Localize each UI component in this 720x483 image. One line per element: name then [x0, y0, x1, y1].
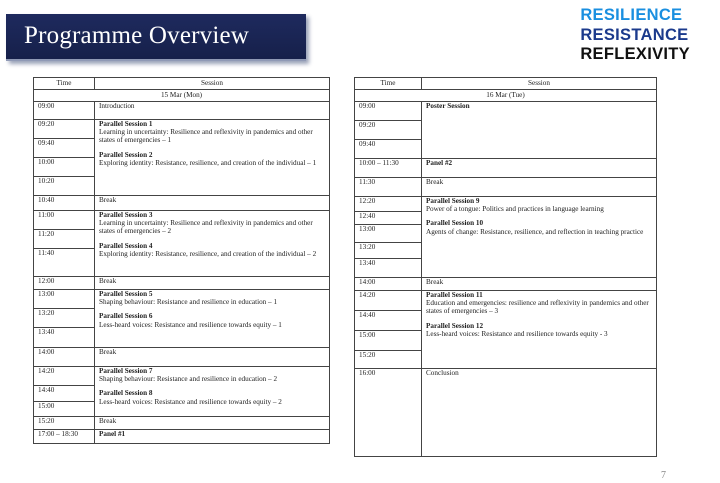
- time-cell: 10:40: [34, 196, 95, 211]
- time-cell: 09:00: [355, 102, 422, 121]
- session-title: Parallel Session 12: [426, 321, 484, 330]
- time-cell: 15:20: [355, 351, 422, 369]
- session-block-ps11-ps12: [422, 291, 657, 369]
- session-block-ps5-ps6: [95, 290, 330, 348]
- session-header: Session: [422, 78, 657, 90]
- time-cell: 16:00: [355, 369, 422, 457]
- poster-session-cell: [422, 102, 657, 159]
- time-cell: 13:00: [355, 225, 422, 243]
- session-desc: Education and emergencies: resilience and reflexivity in pandemics and other states of emergencies – 3: [426, 299, 649, 316]
- time-cell: 15:00: [34, 402, 95, 417]
- break-cell: Break: [95, 417, 330, 430]
- time-cell: 10:20: [34, 177, 95, 196]
- time-cell: 13:40: [355, 259, 422, 278]
- session-desc: Shaping behaviour: Resistance and resilience in education – 2: [99, 375, 278, 384]
- session-desc: Less-heard voices: Resistance and resilience towards equity – 2: [99, 397, 282, 406]
- panel-title: Panel #1: [99, 430, 126, 438]
- time-cell: 13:20: [34, 309, 95, 328]
- panel-title: Panel #2: [426, 159, 453, 167]
- time-cell: 09:40: [34, 139, 95, 158]
- time-cell: 14:40: [355, 311, 422, 331]
- time-cell: 11:40: [34, 249, 95, 277]
- page-title: Programme Overview: [24, 22, 250, 49]
- session-desc: Learning in uncertainty: Resilience and reflexivity in pandemics and other states of emergencies – 1: [99, 128, 313, 145]
- session-title: Parallel Session 2: [99, 150, 153, 159]
- time-cell: 11:30: [355, 178, 422, 197]
- session-desc: Less-heard voices: Resistance and resilience towards equity – 1: [99, 320, 282, 329]
- time-cell: 09:40: [355, 140, 422, 159]
- title-banner: [6, 14, 306, 61]
- conclusion-cell: Conclusion: [422, 369, 657, 457]
- time-cell: 11:00: [34, 211, 95, 230]
- session-title: Parallel Session 4: [99, 241, 153, 250]
- time-cell: 12:20: [355, 197, 422, 212]
- session-title: Parallel Session 1: [99, 120, 153, 128]
- brand-line-resilience: RESILIENCE: [580, 6, 683, 24]
- panel-cell: [95, 430, 330, 444]
- time-cell: 14:00: [34, 348, 95, 367]
- session-title: Parallel Session 7: [99, 367, 153, 375]
- time-cell: 17:00 – 18:30: [34, 430, 95, 444]
- day2-date: 16 Mar (Tue): [355, 90, 657, 102]
- time-cell: 12:00: [34, 277, 95, 290]
- time-cell: 11:20: [34, 230, 95, 249]
- session-title: Parallel Session 10: [426, 219, 484, 228]
- session-desc: Exploring identity: Resistance, resilience, and creation of the individual – 2: [99, 249, 317, 258]
- day2-schedule-table: [354, 77, 657, 457]
- session-block-ps3-ps4: [95, 211, 330, 277]
- time-header: Time: [34, 78, 95, 90]
- session-title: Parallel Session 9: [426, 197, 480, 205]
- break-cell: Break: [95, 277, 330, 290]
- session-title: Poster Session: [426, 102, 470, 110]
- time-cell: 14:40: [34, 386, 95, 402]
- session-title: Parallel Session 8: [99, 389, 153, 398]
- time-cell: 15:20: [34, 417, 95, 430]
- session-desc: Learning in uncertainty: Resilience and reflexivity in pandemics and other states of emergencies – 2: [99, 219, 313, 236]
- page-number: 7: [661, 470, 666, 481]
- time-cell: 12:40: [355, 212, 422, 225]
- session-desc: Shaping behaviour: Resistance and resilience in education – 1: [99, 298, 278, 307]
- time-cell: 14:20: [34, 367, 95, 386]
- session-title: Parallel Session 3: [99, 211, 153, 219]
- session-title: Parallel Session 6: [99, 312, 153, 321]
- break-cell: Break: [422, 278, 657, 291]
- time-cell: 09:20: [34, 120, 95, 139]
- session-block-ps9-ps10: [422, 197, 657, 278]
- day1-date: 15 Mar (Mon): [34, 90, 330, 102]
- time-cell: 13:00: [34, 290, 95, 309]
- time-cell: 13:20: [355, 243, 422, 259]
- session-title: Parallel Session 11: [426, 291, 483, 299]
- break-cell: Break: [95, 348, 330, 367]
- brand-line-reflexivity: REFLEXIVITY: [580, 45, 690, 63]
- brand-line-resistance: RESISTANCE: [580, 25, 689, 44]
- time-cell: 09:20: [355, 121, 422, 140]
- session-desc: Less-heard voices: Resistance and resilience towards equity - 3: [426, 329, 608, 338]
- session-block-ps1-ps2: [95, 120, 330, 196]
- time-header: Time: [355, 78, 422, 90]
- time-cell: 14:00: [355, 278, 422, 291]
- break-cell: Break: [95, 196, 330, 211]
- panel-cell: [422, 159, 657, 178]
- time-cell: 13:40: [34, 328, 95, 348]
- day1-schedule-table: [33, 77, 330, 444]
- time-cell: 10:00: [34, 158, 95, 177]
- session-desc: Exploring identity: Resistance, resilience, and creation of the individual – 1: [99, 158, 317, 167]
- session-desc: Power of a tongue: Politics and practices in language learning: [426, 205, 604, 214]
- break-cell: Break: [422, 178, 657, 197]
- intro-cell: Introduction: [95, 102, 330, 120]
- time-cell: 10:00 – 11:30: [355, 159, 422, 178]
- time-cell: 14:20: [355, 291, 422, 311]
- time-cell: 09:00: [34, 102, 95, 120]
- session-header: Session: [95, 78, 330, 90]
- session-desc: Agents of change: Resistance, resilience, and reflection in teaching practice: [426, 227, 644, 236]
- time-cell: 15:00: [355, 331, 422, 351]
- brand-logo: [580, 6, 690, 65]
- session-block-ps7-ps8: [95, 367, 330, 417]
- session-title: Parallel Session 5: [99, 290, 153, 298]
